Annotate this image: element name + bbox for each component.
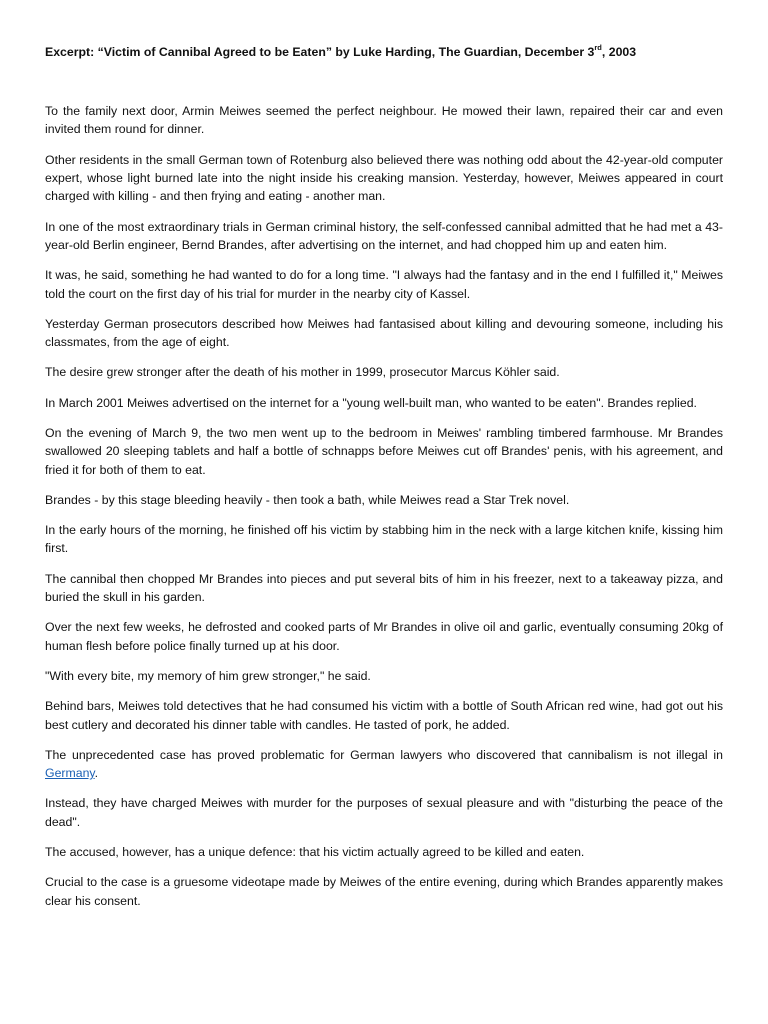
paragraph: The accused, however, has a unique defence: that his victim actually agreed to be killed and eaten.	[45, 844, 585, 859]
title-ordinal-suffix: rd	[594, 43, 602, 52]
paragraph-with-link	[45, 746, 723, 783]
paragraph: The desire grew stronger after the death of his mother in 1999, prosecutor Marcus Köhler said.	[45, 365, 560, 380]
paragraph: In March 2001 Meiwes advertised on the internet for a "young well-built man, who wanted to be eaten". Brandes replied.	[45, 395, 697, 410]
title-suffix: , 2003	[601, 45, 637, 59]
paragraph: Instead, they have charged Meiwes with murder for the purposes of sexual pleasure and with "disturbing the peace of the dead".	[45, 796, 723, 829]
paragraph: On the evening of March 9, the two men went up to the bedroom in Meiwes' rambling timbered farmhouse. Mr Brandes swallowed 20 sleeping tablets and half a bottle of schnapps before Meiwes cut off Brandes' penis, with his agreement, and fried it for both of them to eat.	[45, 425, 723, 477]
paragraph: To the family next door, Armin Meiwes seemed the perfect neighbour. He mowed their lawn, repaired their car and even invited them round for dinner.	[45, 104, 723, 137]
paragraph: The cannibal then chopped Mr Brandes into pieces and put several bits of him in his freezer, next to a takeaway pizza, and buried the skull in his garden.	[45, 571, 723, 605]
document-title	[45, 43, 723, 61]
paragraph: Other residents in the small German town of Rotenburg also believed there was nothing odd about the 42-year-old computer expert, whose light burned late into the night inside his creaking mansion. Yesterday, however, Meiwes appeared in court charged with killing - and then frying and eating - another man.	[45, 152, 723, 204]
paragraph: Behind bars, Meiwes told detectives that he had consumed his victim with a bottle of South African red wine, had got out his best cutlery and decorated his dinner table with candles. He tasted of pork, he added.	[45, 699, 723, 732]
paragraph: "With every bite, my memory of him grew stronger," he said.	[45, 668, 371, 683]
title-prefix: Excerpt: “Victim of Cannibal Agreed to be Eaten” by Luke Harding, The Guardian, December 3	[45, 45, 595, 59]
paragraph: In one of the most extraordinary trials in German criminal history, the self-confessed cannibal admitted that he had met a 43-year-old Berlin engineer, Bernd Brandes, after advertising on the internet, and had chopped him up and eaten him.	[45, 219, 723, 253]
paragraph: Brandes - by this stage bleeding heavily - then took a bath, while Meiwes read a Star Trek novel.	[45, 492, 570, 507]
link-paragraph-end: .	[94, 766, 99, 781]
paragraph: Yesterday German prosecutors described how Meiwes had fantasised about killing and devouring someone, including his classmates, from the age of eight.	[45, 316, 723, 350]
paragraph: It was, he said, something he had wanted to do for a long time. "I always had the fantasy and in the end I fulfilled it," Meiwes told the court on the first day of his trial for murder in the nearby city of Kassel.	[45, 268, 723, 301]
paragraph: Over the next few weeks, he defrosted and cooked parts of Mr Brandes in olive oil and garlic, eventually consuming 20kg of human flesh before police finally turned up at his door.	[45, 620, 723, 653]
germany-link[interactable]: Germany	[45, 766, 95, 781]
paragraph: Crucial to the case is a gruesome videotape made by Meiwes of the entire evening, during which Brandes apparently makes clear his consent.	[45, 875, 723, 908]
link-paragraph-text: The unprecedented case has proved problematic for German lawyers who discovered that cannibalism is not illegal in	[45, 747, 723, 762]
paragraph: In the early hours of the morning, he finished off his victim by stabbing him in the neck with a large kitchen knife, kissing him first.	[45, 523, 723, 556]
